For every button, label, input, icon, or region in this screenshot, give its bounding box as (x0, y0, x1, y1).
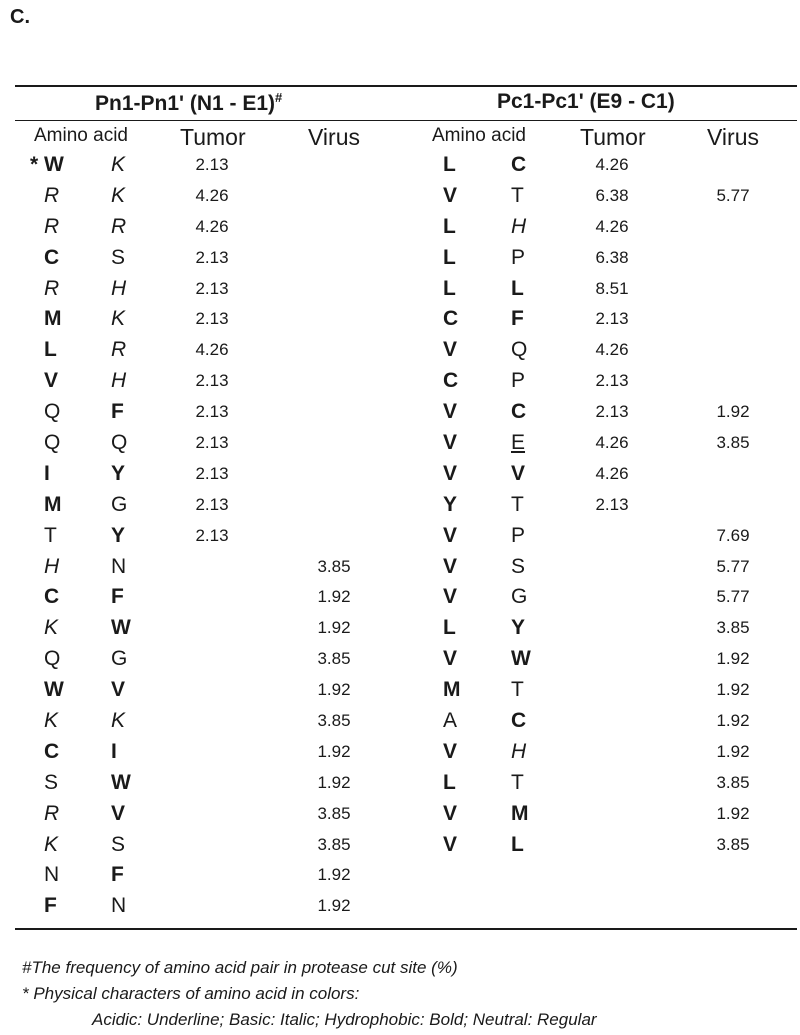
right-amino-acid-2: S (511, 554, 526, 578)
right-amino-acid-2: T (511, 770, 524, 794)
right-amino-acid-1: V (443, 461, 458, 485)
left-virus-value: 3.85 (317, 649, 351, 669)
left-amino-acid-1: L (44, 338, 57, 362)
right-amino-acid-1: M (443, 678, 461, 702)
right-virus-value: 5.77 (716, 587, 750, 607)
right-amino-acid-2: C (511, 709, 527, 733)
left-amino-acid-2: R (111, 338, 127, 362)
left-amino-acid-2: G (111, 647, 128, 671)
left-header-amino-acid: Amino acid (34, 125, 128, 146)
right-amino-acid-1: V (443, 400, 458, 424)
left-amino-acid-1: N (44, 863, 60, 887)
right-virus-value: 1.92 (716, 741, 750, 761)
left-amino-acid-1: Q (44, 647, 61, 671)
table-row (0, 274, 800, 305)
left-amino-acid-1: M (44, 307, 62, 331)
left-tumor-value: 2.13 (195, 402, 229, 422)
right-virus-value: 5.77 (716, 556, 750, 576)
right-tumor-value: 2.13 (595, 309, 629, 329)
right-amino-acid-2: C (511, 400, 527, 424)
left-amino-acid-2: K (111, 709, 126, 733)
table-row (0, 675, 800, 706)
left-amino-acid-1: C (44, 739, 60, 763)
left-amino-acid-1: R (44, 214, 60, 238)
table-body (0, 150, 800, 922)
right-tumor-value: 6.38 (595, 185, 629, 205)
right-amino-acid-1: L (443, 276, 456, 300)
right-tumor-value: 2.13 (595, 371, 629, 391)
left-tumor-value: 2.13 (195, 278, 229, 298)
left-virus-value: 1.92 (317, 896, 351, 916)
right-header-amino-acid: Amino acid (432, 125, 526, 146)
right-tumor-value: 4.26 (595, 433, 629, 453)
left-tumor-value: 2.13 (195, 494, 229, 514)
left-virus-value: 3.85 (317, 834, 351, 854)
table-row (0, 304, 800, 335)
right-amino-acid-1: V (443, 523, 458, 547)
right-amino-acid-2: P (511, 369, 526, 393)
right-header-virus: Virus (707, 124, 759, 150)
table-row (0, 521, 800, 552)
table-row (0, 397, 800, 428)
right-amino-acid-2: L (511, 832, 524, 856)
table-row (0, 799, 800, 830)
table-row (0, 150, 800, 181)
footnote-frequency: #The frequency of amino acid pair in protease cut site (%) (22, 958, 458, 977)
left-tumor-value: 4.26 (195, 185, 229, 205)
table-bottom-rule (15, 928, 797, 930)
left-virus-value: 1.92 (317, 618, 351, 638)
left-amino-acid-2: V (111, 801, 126, 825)
left-amino-acid-2: V (111, 678, 126, 702)
left-amino-acid-1: K (44, 616, 59, 640)
right-amino-acid-1: V (443, 647, 458, 671)
left-virus-value: 1.92 (317, 772, 351, 792)
right-amino-acid-1: V (443, 431, 458, 455)
left-amino-acid-2: Y (111, 461, 126, 485)
left-amino-acid-1: V (44, 369, 59, 393)
table-row (0, 830, 800, 861)
right-amino-acid-1: V (443, 801, 458, 825)
table-row (0, 428, 800, 459)
table-row (0, 212, 800, 243)
left-tumor-value: 4.26 (195, 216, 229, 236)
left-amino-acid-2: S (111, 245, 126, 269)
right-amino-acid-2: H (511, 739, 527, 763)
right-tumor-value: 4.26 (595, 463, 629, 483)
left-amino-acid-1: * W (30, 153, 64, 176)
table-row (0, 243, 800, 274)
left-tumor-value: 2.13 (195, 525, 229, 545)
right-amino-acid-1: V (443, 739, 458, 763)
right-virus-value: 1.92 (716, 711, 750, 731)
right-tumor-value: 2.13 (595, 494, 629, 514)
left-amino-acid-1: F (44, 894, 57, 918)
left-amino-acid-1: C (44, 585, 60, 609)
right-amino-acid-1: L (443, 770, 456, 794)
right-amino-acid-2: H (511, 214, 527, 238)
left-table-title-text: Pn1-Pn1' (N1 - E1) (95, 92, 276, 115)
right-amino-acid-2: Q (511, 338, 528, 362)
table-row (0, 459, 800, 490)
right-amino-acid-1: L (443, 245, 456, 269)
right-virus-value: 3.85 (716, 618, 750, 638)
left-amino-acid-1: K (44, 709, 59, 733)
table-row (0, 490, 800, 521)
right-amino-acid-2: V (511, 461, 526, 485)
right-amino-acid-1: V (443, 585, 458, 609)
left-amino-acid-2: F (111, 863, 124, 887)
left-virus-value: 3.85 (317, 556, 351, 576)
table-row (0, 706, 800, 737)
right-amino-acid-1: V (443, 183, 458, 207)
right-tumor-value: 2.13 (595, 402, 629, 422)
right-amino-acid-2: P (511, 523, 526, 547)
footnote-physical-characters: * Physical characters of amino acid in colors: (22, 984, 360, 1003)
right-amino-acid-2: T (511, 678, 524, 702)
left-amino-acid-2: H (111, 276, 127, 300)
left-amino-acid-2: N (111, 554, 127, 578)
right-amino-acid-1: L (443, 153, 456, 176)
left-amino-acid-2: W (111, 616, 131, 640)
table-row (0, 613, 800, 644)
right-amino-acid-2: T (511, 492, 524, 516)
table-row (0, 891, 800, 922)
right-amino-acid-2: E (511, 431, 526, 455)
right-header-tumor: Tumor (580, 124, 646, 150)
table-row (0, 181, 800, 212)
left-amino-acid-1: T (44, 523, 57, 547)
left-amino-acid-2: R (111, 214, 127, 238)
left-amino-acid-2: K (111, 307, 126, 331)
left-amino-acid-1: R (44, 276, 60, 300)
left-amino-acid-2: N (111, 894, 127, 918)
left-header-tumor: Tumor (180, 124, 246, 150)
left-virus-value: 3.85 (317, 803, 351, 823)
right-tumor-value: 4.26 (595, 155, 629, 174)
left-amino-acid-1: M (44, 492, 62, 516)
right-amino-acid-1: V (443, 338, 458, 362)
panel-label: C. (10, 6, 30, 28)
table-row (0, 335, 800, 366)
left-amino-acid-1: I (44, 461, 50, 485)
right-amino-acid-2: W (511, 647, 531, 671)
table-row (0, 582, 800, 613)
left-virus-value: 1.92 (317, 865, 351, 885)
right-virus-value: 1.92 (716, 803, 750, 823)
right-amino-acid-1: C (443, 369, 459, 393)
right-tumor-value: 4.26 (595, 216, 629, 236)
left-amino-acid-1: S (44, 770, 59, 794)
right-amino-acid-2: F (511, 307, 524, 331)
left-amino-acid-2: W (111, 770, 131, 794)
right-amino-acid-1: A (443, 709, 458, 733)
left-amino-acid-1: Q (44, 400, 61, 424)
right-virus-value: 5.77 (716, 185, 750, 205)
left-tumor-value: 2.13 (195, 463, 229, 483)
right-virus-value: 1.92 (716, 649, 750, 669)
right-amino-acid-2: Y (511, 616, 526, 640)
left-header-virus: Virus (308, 124, 360, 150)
right-amino-acid-2: M (511, 801, 529, 825)
left-amino-acid-2: Y (111, 523, 126, 547)
left-tumor-value: 2.13 (195, 247, 229, 267)
left-tumor-value: 2.13 (195, 433, 229, 453)
left-amino-acid-2: H (111, 369, 127, 393)
right-amino-acid-1: L (443, 214, 456, 238)
left-amino-acid-1: R (44, 801, 60, 825)
right-tumor-value: 4.26 (595, 340, 629, 360)
left-amino-acid-1: C (44, 245, 60, 269)
left-amino-acid-1: W (44, 678, 64, 702)
right-amino-acid-1: C (443, 307, 459, 331)
right-amino-acid-2: C (511, 153, 527, 176)
table-row (0, 737, 800, 768)
left-virus-value: 1.92 (317, 680, 351, 700)
left-amino-acid-2: S (111, 832, 126, 856)
right-virus-value: 7.69 (716, 525, 750, 545)
right-virus-value: 3.85 (716, 772, 750, 792)
right-tumor-value: 8.51 (595, 278, 629, 298)
right-amino-acid-2: P (511, 245, 526, 269)
left-tumor-value: 2.13 (195, 371, 229, 391)
left-table-title-mark: # (275, 90, 283, 105)
left-virus-value: 1.92 (317, 587, 351, 607)
left-tumor-value: 4.26 (195, 340, 229, 360)
right-amino-acid-1: L (443, 616, 456, 640)
left-amino-acid-2: G (111, 492, 128, 516)
left-amino-acid-2: K (111, 153, 126, 176)
left-amino-acid-1: K (44, 832, 59, 856)
left-amino-acid-2: F (111, 585, 124, 609)
right-amino-acid-1: Y (443, 492, 458, 516)
table-top-rule (15, 85, 797, 87)
table-row (0, 768, 800, 799)
left-virus-value: 3.85 (317, 711, 351, 731)
right-virus-value: 3.85 (716, 433, 750, 453)
left-tumor-value: 2.13 (195, 309, 229, 329)
table-header-rule (15, 120, 797, 121)
right-amino-acid-2: L (511, 276, 524, 300)
left-amino-acid-2: F (111, 400, 124, 424)
left-table-title (95, 90, 282, 116)
table-row (0, 366, 800, 397)
right-virus-value: 3.85 (716, 834, 750, 854)
left-amino-acid-1: H (44, 554, 60, 578)
left-amino-acid-2: I (111, 739, 117, 763)
right-amino-acid-1: V (443, 832, 458, 856)
right-virus-value: 1.92 (716, 680, 750, 700)
left-amino-acid-2: Q (111, 431, 128, 455)
left-amino-acid-2: K (111, 183, 126, 207)
left-amino-acid-1: R (44, 183, 60, 207)
right-table-title: Pc1-Pc1' (E9 - C1) (497, 90, 675, 113)
left-tumor-value: 2.13 (195, 155, 229, 174)
table-row (0, 860, 800, 891)
table-row (0, 644, 800, 675)
right-amino-acid-2: T (511, 183, 524, 207)
right-tumor-value: 6.38 (595, 247, 629, 267)
left-virus-value: 1.92 (317, 741, 351, 761)
left-amino-acid-1: Q (44, 431, 61, 455)
table-row (0, 552, 800, 583)
right-amino-acid-1: V (443, 554, 458, 578)
right-virus-value: 1.92 (716, 402, 750, 422)
footnote-style-legend: Acidic: Underline; Basic: Italic; Hydrophobic: Bold; Neutral: Regular (92, 1010, 597, 1029)
right-amino-acid-2: G (511, 585, 528, 609)
